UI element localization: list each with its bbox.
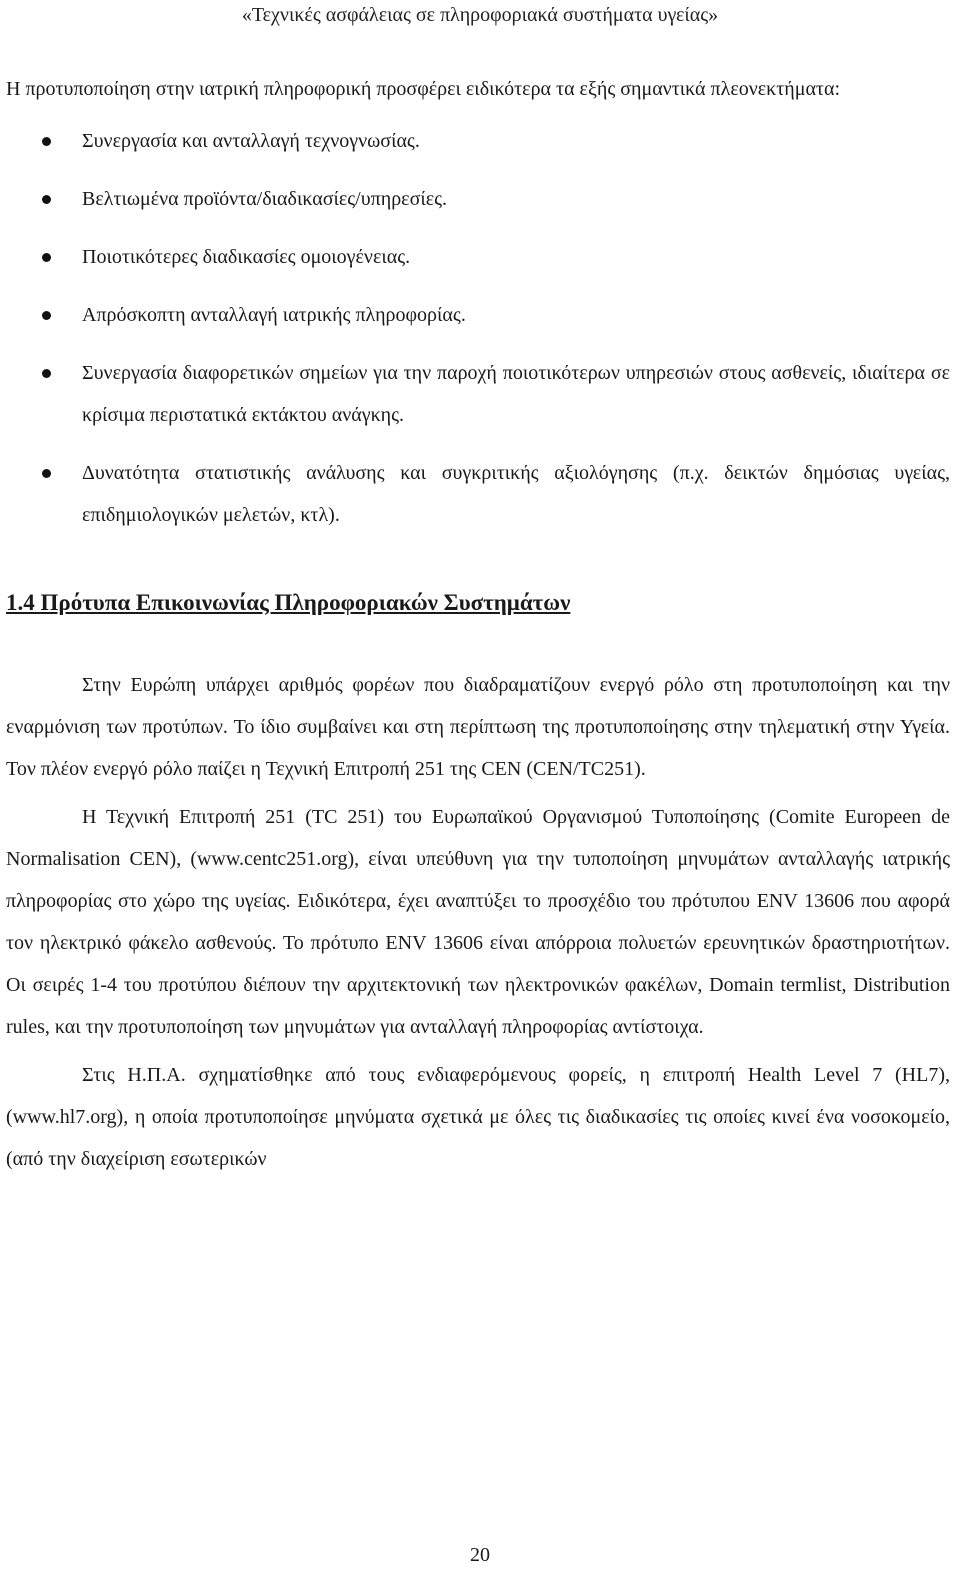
intro-paragraph: Η προτυποποίηση στην ιατρική πληροφορική προσφέρει ειδικότερα τα εξής σημαντικά πλεονεκτήματα: xyxy=(6,78,841,100)
body-paragraph: Στην Ευρώπη υπάρχει αριθμός φορέων που διαδραματίζουν ενεργό ρόλο στη προτυποποίηση και την εναρμόνιση των προτύπων. Το ίδιο συμβαίνει και στη περίπτωση της προτυποποίησης στην τηλεματική στην Υγεία. Τον πλέον ενεργό ρόλο παίζει η Τεχνική Επιτροπή 251 της CEN (CEN/TC251). xyxy=(6,674,950,780)
list-item xyxy=(6,178,950,220)
list-item-text: Βελτιωμένα προϊόντα/διαδικασίες/υπηρεσίες. xyxy=(82,188,448,210)
bullet-icon xyxy=(42,369,51,378)
running-header: «Τεχνικές ασφάλειας σε πληροφοριακά συστήματα υγείας» xyxy=(241,4,719,26)
bullet-icon xyxy=(42,311,51,320)
page-content xyxy=(6,68,950,1186)
bullet-icon xyxy=(42,195,51,204)
list-item-text: Ποιοτικότερες διαδικασίες ομοιογένειας. xyxy=(82,246,411,268)
body-paragraph: Η Τεχνική Επιτροπή 251 (TC 251) του Ευρωπαϊκού Οργανισμού Τυποποίησης (Comite Europeen de Normalisation CEN), (www.centc251.org), είναι υπεύθυνη για την τυποποίηση μηνυμάτων ανταλλαγής ιατρικής πληροφορίας στο χώρο της υγείας. Ειδικότερα, έχει αναπτύξει το προσχέδιο του πρότυπου ENV 13606 που αφορά τον ηλεκτρικό φάκελο ασθενούς. Το πρότυπο ENV 13606 είναι απόρροια πολυετών ερευνητικών δραστηριοτήτων. Οι σειρές 1-4 του προτύπου διέπουν την αρχιτεκτονική των ηλεκτρονικών φακέλων, Domain termlist, Distribution rules, και την προτυποποίηση των μηνυμάτων για ανταλλαγή πληροφορίας αντίστοιχα. xyxy=(6,806,950,1038)
list-item-text: Απρόσκοπτη ανταλλαγή ιατρικής πληροφορίας. xyxy=(82,304,466,326)
bullet-icon xyxy=(42,469,51,478)
section-heading: 1.4 Πρότυπα Επικοινωνίας Πληροφοριακών Συστημάτων xyxy=(6,590,571,615)
bullet-icon xyxy=(42,137,51,146)
advantages-list xyxy=(6,120,950,536)
list-item xyxy=(6,452,950,536)
list-item xyxy=(6,294,950,336)
list-item xyxy=(6,236,950,278)
list-item-text: Συνεργασία διαφορετικών σημείων για την παροχή ποιοτικότερων υπηρεσιών στους ασθενείς, ιδιαίτερα σε κρίσιμα περιστατικά εκτάκτου ανάγκης. xyxy=(82,362,950,426)
section-body xyxy=(6,664,950,1180)
bullet-icon xyxy=(42,253,51,262)
list-item xyxy=(6,352,950,436)
list-item-text: Συνεργασία και ανταλλαγή τεχνογνωσίας. xyxy=(82,130,420,152)
body-paragraph: Στις Η.Π.Α. σχηματίσθηκε από τους ενδιαφερόμενους φορείς, η επιτροπή Health Level 7 (HL7), (www.hl7.org), η οποία προτυποποίησε μηνύματα σχετικά με όλες τις διαδικασίες τις οποίες κινεί ένα νοσοκομείο, (από την διαχείριση εσωτερικών xyxy=(6,1064,950,1170)
list-item-text: Δυνατότητα στατιστικής ανάλυσης και συγκριτικής αξιολόγησης (π.χ. δεικτών δημόσιας υγείας, επιδημιολογικών μελετών, κτλ). xyxy=(82,462,950,526)
page-number: 20 xyxy=(470,1544,490,1566)
list-item xyxy=(6,120,950,162)
